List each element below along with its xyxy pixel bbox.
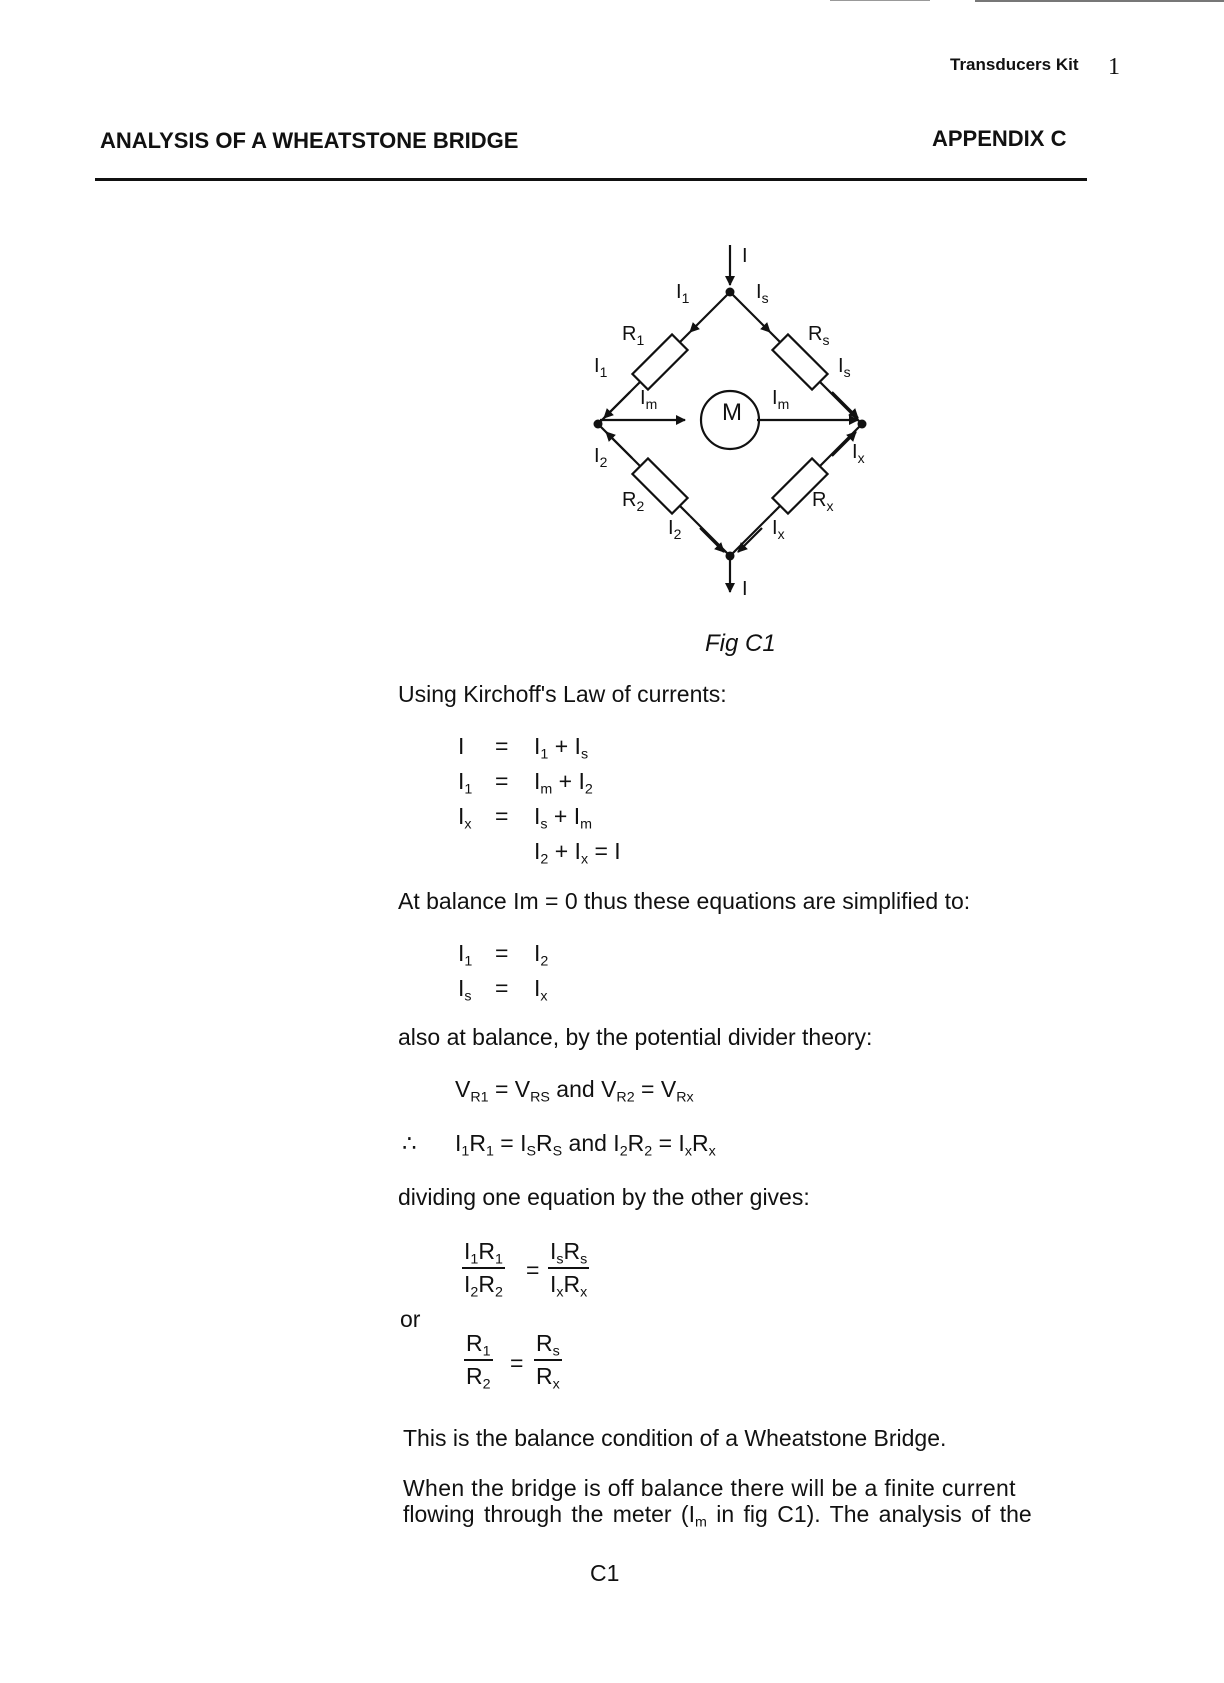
arm-bottom-right: [730, 516, 770, 556]
eq2-lhs: $I_1$: [458, 768, 473, 798]
eq2-equals: =: [495, 768, 509, 794]
eq3-lhs: $I_x$: [458, 803, 472, 833]
label-R1: $R_1$: [622, 323, 645, 348]
eq4: $I_2 + I_x = I$: [534, 838, 621, 868]
node-bottom: [726, 552, 735, 561]
balance-intro: At balance Im = 0 thus these equations are simplified to:: [398, 888, 971, 914]
bal-eq2-lhs: $I_s$: [458, 975, 472, 1005]
off-balance-line-1: When the bridge is off balance there will be a finite current: [403, 1475, 1016, 1501]
label-I2-bottom: $I_2$: [668, 517, 682, 542]
ir-equation: $I_1R_1 = I_SR_S$ and $I_2R_2 = I_xR_x$: [455, 1130, 716, 1160]
label-Ix-right: $I_x$: [852, 441, 865, 466]
bal-eq1-rhs: $I_2$: [534, 940, 549, 970]
header-kit-label: Transducers Kit: [950, 55, 1079, 74]
arrow-Ix-bottom: [738, 528, 762, 552]
eq1-rhs: $I_1 + I_s$: [534, 733, 589, 763]
label-I-out: I: [742, 578, 748, 600]
fraction-r-rhs: $\frac{R_s}{R_x}$: [536, 1330, 560, 1393]
arrow-I2-bottom: [700, 528, 724, 552]
label-Is-top: $I_s$: [756, 281, 769, 306]
therefore-symbol: ∴: [402, 1130, 417, 1156]
label-I1-left: $I_1$: [594, 355, 608, 380]
label-Is-right: $I_s$: [838, 355, 851, 380]
header-page-mark: 1: [1108, 54, 1120, 80]
bal-eq2-rhs: $I_x$: [534, 975, 548, 1005]
node-left: [594, 420, 603, 429]
appendix-label: APPENDIX C: [932, 126, 1067, 151]
page-title: ANALYSIS OF A WHEATSTONE BRIDGE: [100, 128, 519, 153]
label-Rx: $R_x$: [812, 489, 834, 514]
ratio2-equals: =: [510, 1350, 524, 1376]
kirchoff-intro: Using Kirchoff's Law of currents:: [398, 681, 727, 707]
label-Im-right: $I_m$: [772, 387, 790, 412]
eq3-rhs: $I_s + I_m$: [534, 803, 592, 833]
wheatstone-bridge-diagram: [0, 0, 1224, 700]
arm-top-left: [690, 292, 730, 332]
label-I-in: I: [742, 245, 748, 267]
bal-eq1-equals: =: [495, 940, 509, 966]
eq1-equals: =: [495, 733, 509, 759]
figure-caption: Fig C1: [705, 630, 776, 657]
balance-condition: This is the balance condition of a Wheatstone Bridge.: [403, 1425, 947, 1451]
dividing-intro: dividing one equation by the other gives:: [398, 1184, 810, 1210]
eq3-equals: =: [495, 803, 509, 829]
meter-label: M: [722, 399, 742, 426]
voltage-equation: $V_{R1} = V_{RS}$ and $V_{R2} = V_{Rx}$: [455, 1076, 694, 1106]
label-Ix-bottom: $I_x$: [772, 517, 785, 542]
label-R2: $R_2$: [622, 489, 645, 514]
label-Rs: $R_s$: [808, 323, 830, 348]
or-label: or: [400, 1306, 421, 1332]
arrow-Is-right: [832, 392, 858, 418]
bal-eq1-lhs: $I_1$: [458, 940, 473, 970]
arm-bottom-left: [690, 516, 730, 556]
arrow-I2-left: [606, 432, 632, 458]
bal-eq2-equals: =: [495, 975, 509, 1001]
fraction-rhs: $I_sR_s$ $I_xR_x$: [550, 1238, 588, 1301]
page-number: C1: [590, 1560, 620, 1586]
arrow-I1-left: [604, 392, 630, 418]
label-I2-left: $I_2$: [594, 445, 608, 470]
fraction-r-lhs: $\frac{R_1}{R_2}$: [466, 1330, 491, 1393]
fraction-lhs: $\frac{I_1R_1}{I_2R_2}$: [464, 1238, 503, 1301]
eq2-rhs: $I_m + I_2$: [534, 768, 593, 798]
label-Im-left: $I_m$: [640, 387, 658, 412]
off-balance-line-2: flowing through the meter ($I_m$ in fig C1). The analysis of the: [403, 1501, 1032, 1531]
eq1-lhs: I: [458, 733, 465, 759]
divider-intro: also at balance, by the potential divider theory:: [398, 1024, 873, 1050]
node-top: [726, 288, 735, 297]
ratio1-equals: =: [526, 1257, 540, 1283]
node-right: [858, 420, 867, 429]
label-I1-top: $I_1$: [676, 281, 690, 306]
